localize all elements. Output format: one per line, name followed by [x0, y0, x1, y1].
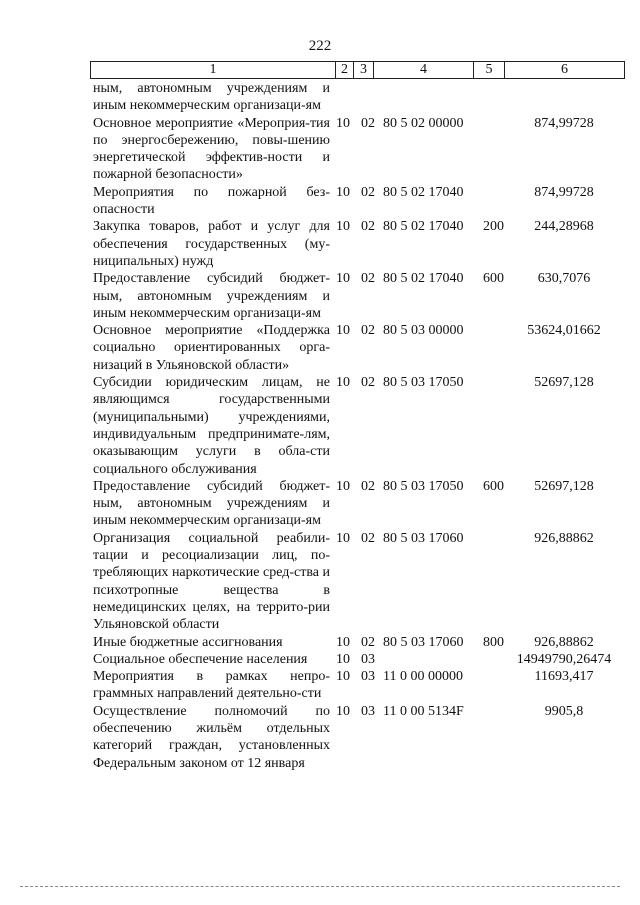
table-row: [93, 530, 625, 634]
row-col4-cell: [379, 651, 483, 668]
row-col4-cell: 80 5 02 17040: [383, 271, 464, 287]
row-name-cell: Социальное обеспечение населения: [93, 651, 308, 667]
row-name-cell: Субсидии юридическим лицам, не являющимся государственными (муниципальными) учреждениями, индивидуальным предпринимате-лям, оказывающим услуги в обла-сти социального обслуживания: [93, 375, 330, 477]
table-row: [93, 218, 625, 270]
header-col-3: 3: [354, 62, 374, 78]
row-col3-cell: 02: [361, 271, 375, 287]
row-col6-cell: 52697,128: [534, 478, 594, 494]
row-col4-cell: 80 5 03 17060: [383, 530, 464, 546]
row-name-cell: Закупка товаров, работ и услуг для обеспечения государственных (му-ниципальных) нужд: [93, 219, 330, 269]
row-col6-cell: 926,88862: [534, 634, 594, 650]
row-col5-cell: [483, 374, 509, 478]
row-col4-cell: 80 5 03 17050: [383, 375, 464, 391]
table-row: [93, 668, 625, 703]
row-name-cell: Осуществление полномочий по обеспечению жильём отдельных категорий граждан, установленных Федеральным законом от 12 января: [93, 703, 330, 771]
row-col4-cell: [379, 80, 483, 115]
header-col-5: 5: [474, 62, 505, 78]
row-col2-cell: 10: [336, 375, 350, 391]
table-row: [93, 478, 625, 530]
row-name-cell: Предоставление субсидий бюджет-ным, автономным учреждениям и иным некоммерческим организаци-ям: [93, 478, 330, 529]
row-col2-cell: 10: [336, 323, 350, 339]
row-col4-cell: 11 0 00 5134F: [383, 703, 464, 719]
row-col6-cell: 53624,01662: [527, 323, 601, 339]
row-col5-cell: [483, 115, 509, 184]
row-col2-cell: [330, 80, 361, 115]
table-row: [93, 322, 625, 374]
row-name-cell: Мероприятия по пожарной без-опасности: [93, 184, 330, 218]
row-name-cell: Основное мероприятие «Мероприя-тия по энергосбережению, повы-шению энергетической эффектив-ности и пожарной безопасности»: [93, 115, 330, 183]
row-col5-cell: [483, 703, 509, 772]
row-col4-cell: 11 0 00 00000: [383, 669, 463, 685]
table-body: [93, 80, 625, 772]
row-col3-cell: 02: [361, 219, 375, 235]
row-col4-cell: 80 5 02 17040: [383, 184, 464, 200]
row-name-cell: Основное мероприятие «Поддержка социально ориентированных орга-низаций в Ульяновской области»: [93, 323, 330, 373]
row-col2-cell: 10: [336, 115, 350, 131]
row-col5-cell: [483, 530, 509, 634]
row-col3-cell: 02: [361, 530, 375, 546]
table-row: [93, 115, 625, 184]
row-col5-cell: [483, 80, 509, 115]
scan-edge-divider: [20, 886, 620, 888]
table-row: [93, 80, 625, 115]
row-col6-cell: 52697,128: [534, 375, 594, 391]
row-col3-cell: 03: [361, 669, 375, 685]
table-row: [93, 651, 625, 668]
row-col5-cell: [483, 184, 509, 219]
row-col3-cell: 02: [361, 115, 375, 131]
row-col6-cell: 926,88862: [534, 530, 594, 546]
table-row: [93, 634, 625, 651]
row-col4-cell: 80 5 02 00000: [383, 115, 464, 131]
row-col2-cell: 10: [336, 651, 350, 667]
row-col3-cell: [361, 80, 379, 115]
row-col4-cell: 80 5 03 17060: [383, 634, 464, 650]
row-col5-cell: 600: [483, 271, 504, 287]
row-name-cell: Предоставление субсидий бюджет-ным, автономным учреждениям и иным некоммерческим организаци-ям: [93, 271, 330, 321]
table-row: [93, 703, 625, 772]
row-name-cell: Организация социальной реабили-тации и ресоциализации лиц, по-требляющих наркотические сред-ства и психотропные вещества в немедицинских целях, на террито-рии Ульяновской области: [93, 530, 330, 633]
row-col4-cell: 80 5 03 17050: [383, 478, 464, 494]
row-col5-cell: 200: [483, 219, 504, 235]
page-number: 222: [308, 38, 332, 54]
row-col3-cell: 03: [361, 651, 375, 667]
row-col2-cell: 10: [336, 271, 350, 287]
row-col2-cell: 10: [336, 530, 350, 546]
row-col3-cell: 02: [361, 323, 375, 339]
row-col6-cell: 244,28968: [534, 219, 594, 235]
row-col2-cell: 10: [336, 669, 350, 685]
row-col5-cell: [483, 668, 509, 703]
table-row: [93, 184, 625, 219]
row-col3-cell: 02: [361, 375, 375, 391]
row-col5-cell: [483, 322, 509, 374]
header-col-1: 1: [91, 62, 336, 78]
row-col5-cell: [483, 651, 509, 668]
table-row: [93, 270, 625, 322]
row-col6-cell: 874,99728: [534, 184, 594, 200]
header-col-6: 6: [561, 62, 568, 77]
table-row: [93, 374, 625, 478]
table-header: [90, 61, 625, 79]
row-col6-cell: [509, 80, 619, 115]
row-col6-cell: 11693,417: [534, 669, 594, 685]
row-col6-cell: 14949790,26474: [516, 651, 612, 667]
row-col6-cell: 9905,8: [544, 703, 584, 719]
row-name-cell: ным, автономным учреждениям и иным некоммерческим организаци-ям: [93, 81, 330, 114]
row-col6-cell: 874,99728: [534, 115, 594, 131]
row-col4-cell: 80 5 03 00000: [383, 323, 464, 339]
row-col2-cell: 10: [336, 703, 350, 719]
row-col3-cell: 03: [361, 703, 375, 719]
row-col4-cell: 80 5 02 17040: [383, 219, 464, 235]
row-col6-cell: 630,7076: [537, 271, 591, 287]
row-col5-cell: 600: [483, 478, 504, 494]
row-col2-cell: 10: [336, 184, 350, 200]
row-col3-cell: 02: [361, 478, 375, 494]
row-col3-cell: 02: [361, 184, 375, 200]
row-col2-cell: 10: [336, 478, 350, 494]
row-col5-cell: 800: [483, 634, 504, 650]
header-col-2: 2: [336, 62, 354, 78]
row-col2-cell: 10: [336, 219, 350, 235]
row-name-cell: Мероприятия в рамках непро-граммных направлений деятельно-сти: [93, 669, 330, 702]
row-col2-cell: 10: [336, 634, 350, 650]
row-col3-cell: 02: [361, 634, 375, 650]
header-col-4: 4: [374, 62, 474, 78]
row-name-cell: Иные бюджетные ассигнования: [93, 634, 283, 650]
